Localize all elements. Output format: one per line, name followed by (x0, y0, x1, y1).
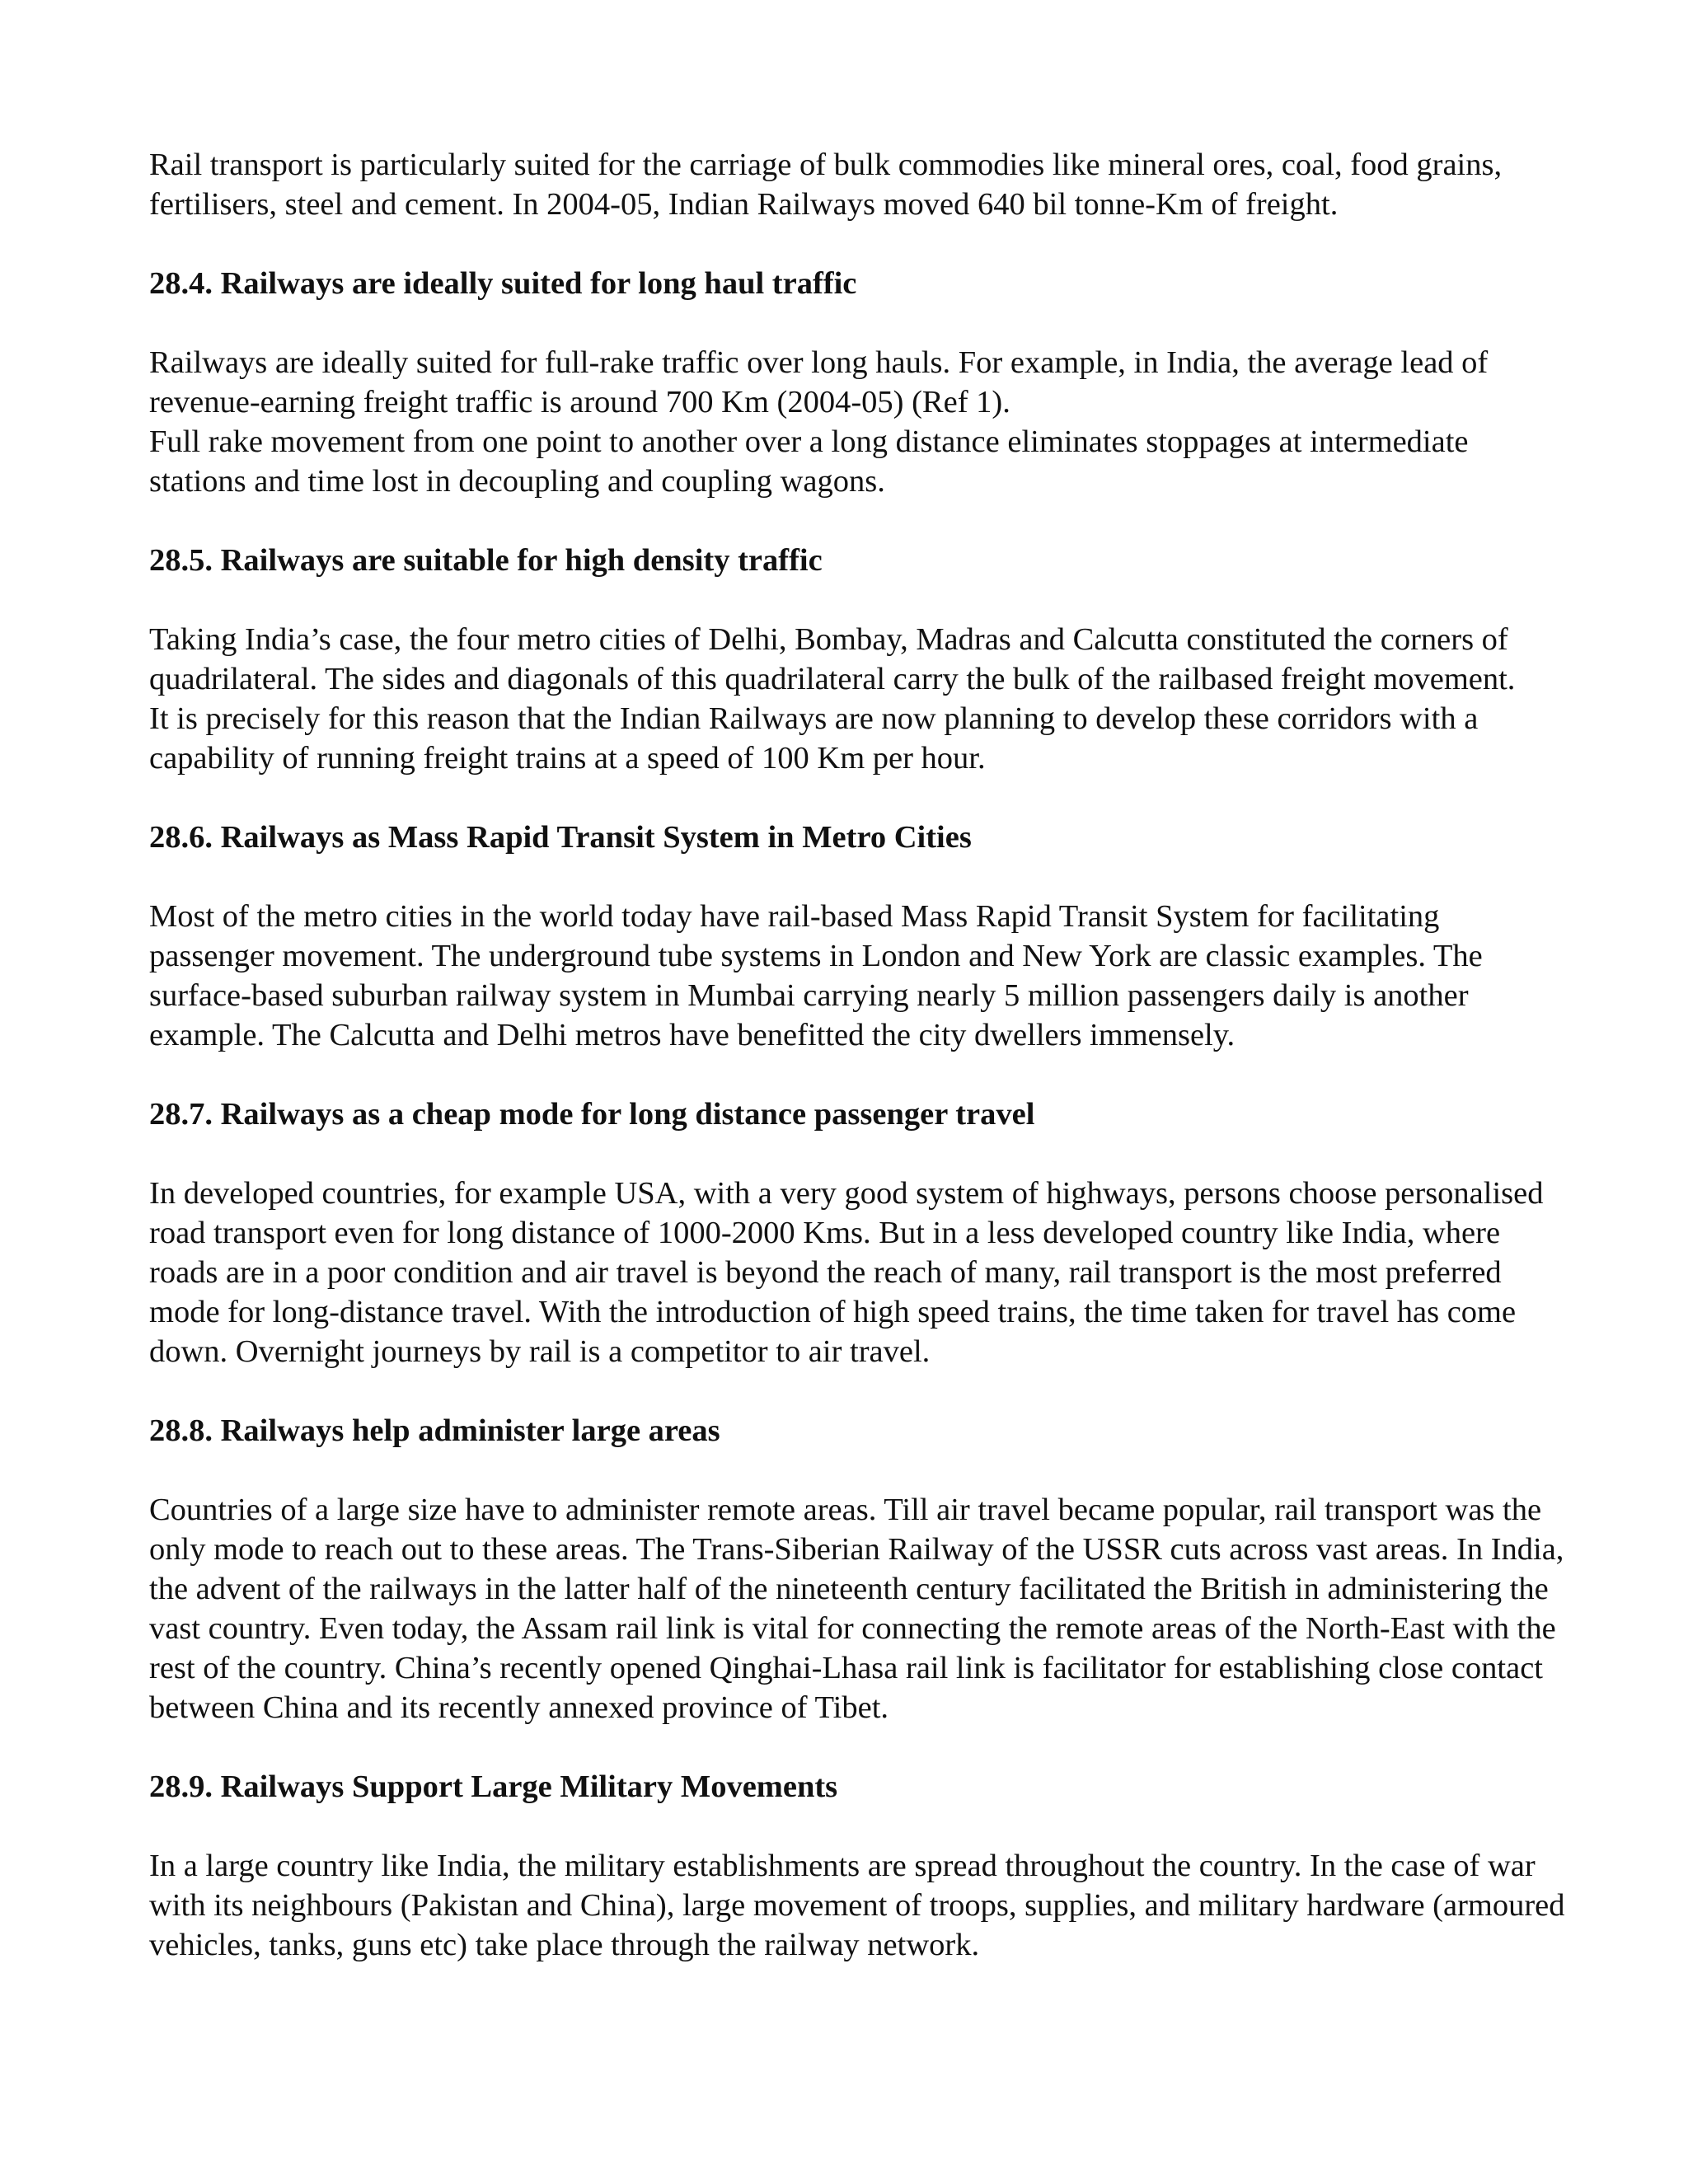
section-heading-28-5: 28.5. Railways are suitable for high density traffic (149, 543, 823, 578)
paragraph: Railways are ideally suited for full-rake traffic over long hauls. For example, in India, the average lead of revenue-earning freight traffic is around 700 Km (2004-05) (Ref 1). (149, 345, 1489, 419)
paragraph: Countries of a large size have to administer remote areas. Till air travel became popular, rail transport was the only mode to reach out to these areas. The Trans-Siberian Railway of the USSR cuts across vast areas. In India, the advent of the railways in the latter half of the nineteenth century facilitated the British in administering the vast country. Even today, the Assam rail link is vital for connecting the remote areas of the North-East with the rest of the country. China’s recently opened Qinghai-Lhasa rail link is facilitator for establishing close contact between China and its recently annexed province of Tibet. (149, 1493, 1564, 1725)
section-heading-28-8: 28.8. Railways help administer large areas (149, 1413, 720, 1448)
intro-paragraph: Rail transport is particularly suited for the carriage of bulk commodies like mineral ores, coal, food grains, fertilisers, steel and cement. In 2004-05, Indian Railways moved 640 bil tonne-Km of freight. (149, 148, 1503, 222)
section-body-28-9 (149, 1846, 1567, 1965)
section-body-28-8 (149, 1490, 1567, 1727)
section-body-28-7 (149, 1174, 1567, 1371)
section-body-28-4 (149, 343, 1567, 501)
document-body (149, 145, 1567, 2004)
paragraph: In a large country like India, the military establishments are spread throughout the country. In the case of war with its neighbours (Pakistan and China), large movement of troops, supplies, and military hardware (armoured vehicles, tanks, guns etc) take place through the railway network. (149, 1849, 1565, 1962)
intro-paragraph-block (149, 145, 1567, 224)
section-heading-28-7: 28.7. Railways as a cheap mode for long distance passenger travel (149, 1097, 1035, 1132)
paragraph: Full rake movement from one point to another over a long distance eliminates stoppages at intermediate stations and time lost in decoupling and coupling wagons. (149, 424, 1469, 499)
section-heading-28-6: 28.6. Railways as Mass Rapid Transit System in Metro Cities (149, 820, 972, 855)
paragraph: In developed countries, for example USA, with a very good system of highways, persons choose personalised road transport even for long distance of 1000-2000 Kms. But in a less developed country like India, where roads are in a poor condition and air travel is beyond the reach of many, rail transport is the most preferred mode for long-distance travel. With the introduction of high speed trains, the time taken for travel has come down. Overnight journeys by rail is a competitor to air travel. (149, 1176, 1544, 1369)
section-heading-28-9: 28.9. Railways Support Large Military Movements (149, 1769, 838, 1804)
section-body-28-6 (149, 897, 1567, 1055)
section-heading-28-4: 28.4. Railways are ideally suited for long haul traffic (149, 266, 857, 301)
section-body-28-5 (149, 620, 1567, 778)
paragraph: Most of the metro cities in the world today have rail-based Mass Rapid Transit System for facilitating passenger movement. The underground tube systems in London and New York are classic examples. The surface-based suburban railway system in Mumbai carrying nearly 5 million passengers daily is another example. The Calcutta and Delhi metros have benefitted the city dwellers immensely. (149, 899, 1483, 1052)
paragraph: Taking India’s case, the four metro cities of Delhi, Bombay, Madras and Calcutta constituted the corners of quadrilateral. The sides and diagonals of this quadrilateral carry the bulk of the railbased freight movement. (149, 622, 1516, 696)
paragraph: It is precisely for this reason that the Indian Railways are now planning to develop these corridors with a capability of running freight trains at a speed of 100 Km per hour. (149, 701, 1479, 776)
